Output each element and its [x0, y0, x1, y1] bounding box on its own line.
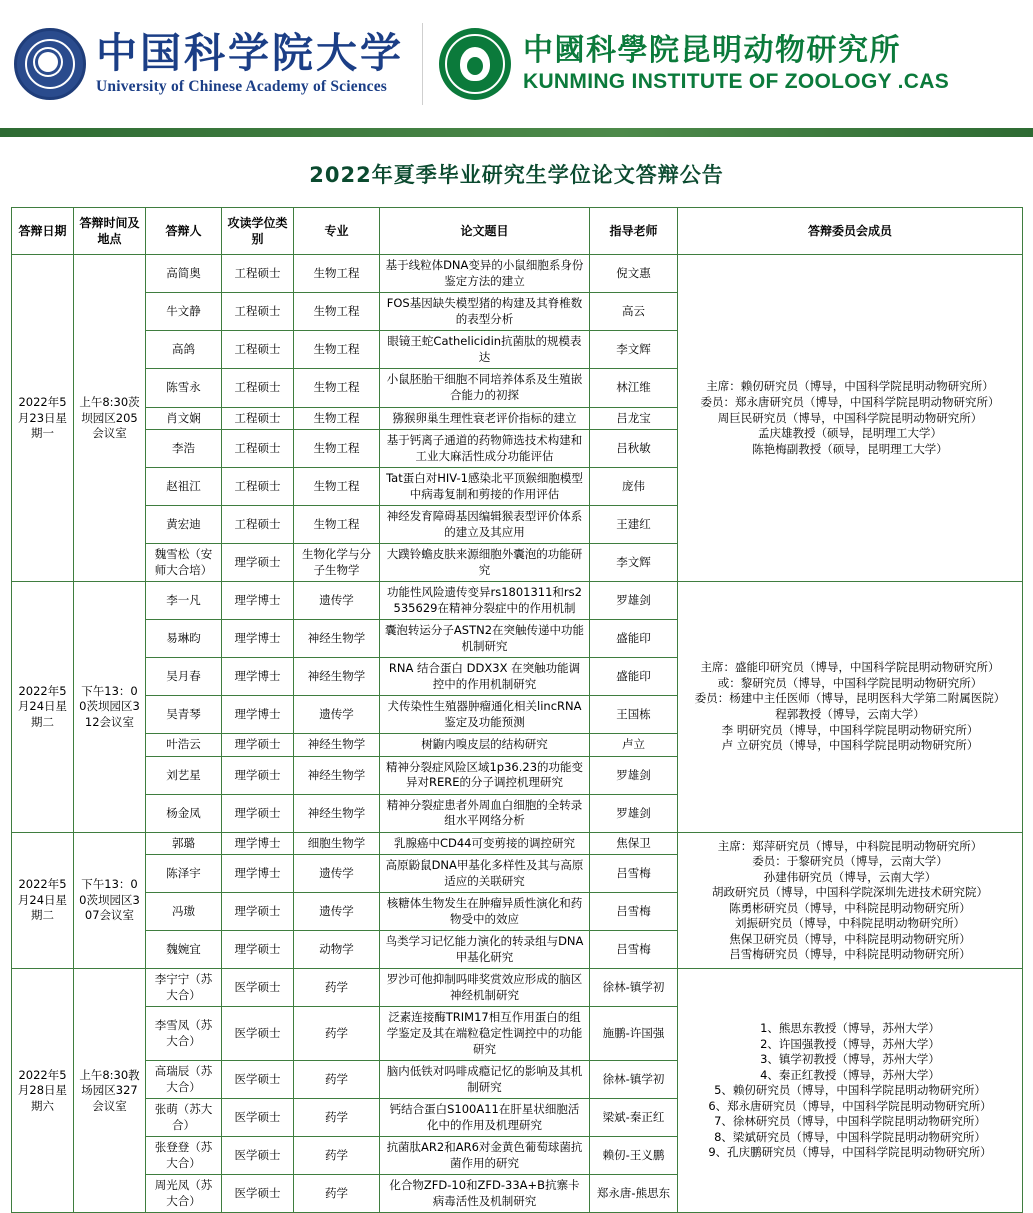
cell-degree-type: 医学硕士 — [222, 1175, 294, 1213]
cell-candidate-name: 张萌（苏大合） — [146, 1099, 222, 1137]
col-header-degree-type: 攻读学位类别 — [222, 208, 294, 255]
cell-advisor: 吕雪梅 — [590, 931, 678, 969]
cell-degree-type: 理学博士 — [222, 855, 294, 893]
cell-major: 遗传学 — [294, 696, 380, 734]
cell-advisor: 罗雄剑 — [590, 756, 678, 794]
cell-thesis-title: 化合物ZFD-10和ZFD-33A+B抗寨卡病毒活性及机制研究 — [380, 1175, 590, 1213]
cell-thesis-title: 鸟类学习记忆能力演化的转录组与DNA甲基化研究 — [380, 931, 590, 969]
cell-advisor: 高云 — [590, 293, 678, 331]
cell-advisor: 庞伟 — [590, 468, 678, 506]
cell-major: 生物工程 — [294, 506, 380, 544]
committee-member-line: 7、徐林研究员（博导，中国科学院昆明动物研究所） — [714, 1114, 986, 1129]
cell-major: 药学 — [294, 1061, 380, 1099]
cell-thesis-title: 小鼠胚胎干细胞不同培养体系及生殖嵌合能力的初探 — [380, 369, 590, 407]
cell-candidate-name: 魏雪松（安师大合培） — [146, 544, 222, 582]
cell-advisor: 盛能印 — [590, 620, 678, 658]
cell-candidate-name: 吴青琴 — [146, 696, 222, 734]
cell-degree-type: 理学硕士 — [222, 544, 294, 582]
cell-major: 遗传学 — [294, 855, 380, 893]
cell-degree-type: 医学硕士 — [222, 1061, 294, 1099]
cell-thesis-title: 猕猴卵巢生理性衰老评价指标的建立 — [380, 407, 590, 430]
ucas-logo-text — [96, 28, 404, 96]
cell-thesis-title: RNA 结合蛋白 DDX3X 在突触功能调控中的作用机制研究 — [380, 658, 590, 696]
cell-major: 生物工程 — [294, 468, 380, 506]
cell-major: 药学 — [294, 1099, 380, 1137]
cell-degree-type: 理学博士 — [222, 620, 294, 658]
cell-thesis-title: 神经发育障碍基因编辑猴表型评价体系的建立及其应用 — [380, 506, 590, 544]
cell-thesis-title: 罗沙可他抑制吗啡奖赏效应形成的脑区神经机制研究 — [380, 969, 590, 1007]
committee-member-line: 委员：于黎研究员（博导，云南大学） — [752, 854, 948, 869]
committee-member-line: 主席：盛能印研究员（博导，中国科学院昆明动物研究所） — [700, 660, 1000, 675]
cell-candidate-name: 冯璈 — [146, 893, 222, 931]
cell-candidate-name: 杨金凤 — [146, 794, 222, 832]
cell-thesis-title: 脑内低铁对吗啡成瘾记忆的影响及其机制研究 — [380, 1061, 590, 1099]
committee-member-line: 委员：杨建中主任医师（博导，昆明医科大学第二附属医院） — [694, 691, 1006, 706]
cell-major: 药学 — [294, 1137, 380, 1175]
ucas-seal-icon — [14, 28, 86, 100]
committee-member-line: 焦保卫研究员（博导，中科院昆明动物研究所） — [729, 931, 971, 946]
kiz-logo — [439, 28, 949, 100]
cell-advisor: 施鹏-许国强 — [590, 1007, 678, 1061]
cell-thesis-title: 核糖体生物发生在肿瘤异质性演化和药物受中的效应 — [380, 893, 590, 931]
committee-member-line: 胡政研究员（博导，中国科学院深圳先进技术研究院） — [712, 885, 988, 900]
cell-committee-members — [678, 255, 1023, 582]
cell-degree-type: 理学硕士 — [222, 893, 294, 931]
cell-major: 生物工程 — [294, 331, 380, 369]
cell-advisor: 吕雪梅 — [590, 855, 678, 893]
cell-committee-members — [678, 969, 1023, 1213]
table-header-row — [12, 208, 1023, 255]
cell-candidate-name: 陈泽宇 — [146, 855, 222, 893]
cell-thesis-title: 基于钙离子通道的药物筛选技术构建和工业大麻活性成分功能评估 — [380, 430, 590, 468]
cell-degree-type: 理学硕士 — [222, 931, 294, 969]
cell-candidate-name: 陈雪永 — [146, 369, 222, 407]
cell-candidate-name: 叶浩云 — [146, 734, 222, 757]
cell-advisor: 焦保卫 — [590, 832, 678, 855]
cell-thesis-title: 大蹼铃蟾皮肤来源细胞外囊泡的功能研究 — [380, 544, 590, 582]
cell-committee-members — [678, 582, 1023, 833]
cell-defense-time-place: 上午8:30教场园区327会议室 — [74, 969, 146, 1213]
cell-major: 细胞生物学 — [294, 832, 380, 855]
cell-advisor: 王建红 — [590, 506, 678, 544]
cell-thesis-title: 犬传染性生殖器肿瘤通化相关lincRNA鉴定及功能预测 — [380, 696, 590, 734]
header-rule-inner — [0, 128, 1033, 137]
cell-defense-date: 2022年5月24日星期二 — [12, 832, 74, 969]
cell-advisor: 吕秋敏 — [590, 430, 678, 468]
cell-major: 药学 — [294, 969, 380, 1007]
cell-thesis-title: 钙结合蛋白S100A11在肝星状细胞活化中的作用及机理研究 — [380, 1099, 590, 1137]
logo-divider — [422, 23, 423, 105]
cell-degree-type: 工程硕士 — [222, 506, 294, 544]
cell-degree-type: 工程硕士 — [222, 407, 294, 430]
page-title: 2022年夏季毕业研究生学位论文答辩公告 — [309, 163, 724, 187]
cell-thesis-title: 眼镜王蛇Cathelicidin抗菌肽的规模表达 — [380, 331, 590, 369]
committee-member-line: 6、郑永唐研究员（博导，中国科学院昆明动物研究所） — [708, 1098, 992, 1113]
ucas-logo — [14, 28, 404, 100]
cell-degree-type: 医学硕士 — [222, 1099, 294, 1137]
cell-thesis-title: 精神分裂症风险区域1p36.23的功能变异对RERE的分子调控机理研究 — [380, 756, 590, 794]
committee-member-line: 2、许国强教授（博导，苏州大学） — [760, 1036, 940, 1051]
col-header-major: 专业 — [294, 208, 380, 255]
table-head — [12, 208, 1023, 255]
cell-degree-type: 理学博士 — [222, 658, 294, 696]
committee-member-line: 委员：郑永唐研究员（博导，中国科学院昆明动物研究所） — [700, 394, 1000, 409]
committee-member-line: 8、梁斌研究员（博导，中国科学院昆明动物研究所） — [714, 1129, 986, 1144]
cell-candidate-name: 李一凡 — [146, 582, 222, 620]
cell-major: 生物工程 — [294, 293, 380, 331]
cell-major: 神经生物学 — [294, 756, 380, 794]
kiz-english-name: KUNMING INSTITUTE OF ZOOLOGY .CAS — [523, 70, 950, 93]
cell-candidate-name: 魏婉宜 — [146, 931, 222, 969]
cell-degree-type: 理学硕士 — [222, 756, 294, 794]
cell-defense-date: 2022年5月28日星期六 — [12, 969, 74, 1213]
cell-thesis-title: Tat蛋白对HIV-1感染北平顶猴细胞模型中病毒复制和剪接的作用评估 — [380, 468, 590, 506]
cell-defense-time-place: 下午13：00茨坝园区312会议室 — [74, 582, 146, 833]
cell-major: 生物化学与分子生物学 — [294, 544, 380, 582]
cell-major: 遗传学 — [294, 582, 380, 620]
committee-member-line: 4、秦正红教授（博导，苏州大学） — [760, 1067, 940, 1082]
cell-advisor: 郑永唐-熊思东 — [590, 1175, 678, 1213]
cell-advisor: 李文辉 — [590, 331, 678, 369]
cell-candidate-name: 吴月春 — [146, 658, 222, 696]
cell-defense-date: 2022年5月24日星期二 — [12, 582, 74, 833]
cell-candidate-name: 高鸽 — [146, 331, 222, 369]
committee-member-line: 陈勇彬研究员（博导，中科院昆明动物研究所） — [729, 900, 971, 915]
cell-major: 神经生物学 — [294, 658, 380, 696]
cell-thesis-title: 抗菌肽AR2和AR6对金黄色葡萄球菌抗菌作用的研究 — [380, 1137, 590, 1175]
table-row — [12, 582, 1023, 620]
committee-member-line: 程郭教授（博导，云南大学） — [775, 706, 925, 721]
table-row — [12, 969, 1023, 1007]
committee-member-line: 卢 立研究员（博导，中国科学院昆明动物研究所） — [721, 738, 979, 753]
cell-defense-date: 2022年5月23日星期一 — [12, 255, 74, 582]
cell-advisor: 徐林-镇学初 — [590, 969, 678, 1007]
cell-major: 生物工程 — [294, 407, 380, 430]
committee-member-line: 周巨民研究员（博导，中国科学院昆明动物研究所） — [717, 410, 983, 425]
cell-degree-type: 工程硕士 — [222, 331, 294, 369]
cell-thesis-title: 囊泡转运分子ASTN2在突触传递中功能机制研究 — [380, 620, 590, 658]
col-header-committee: 答辩委员会成员 — [678, 208, 1023, 255]
cell-defense-time-place: 下午13：00茨坝园区307会议室 — [74, 832, 146, 969]
cell-thesis-title: 功能性风险遗传变异rs1801311和rs2535629在精神分裂症中的作用机制 — [380, 582, 590, 620]
cell-degree-type: 医学硕士 — [222, 1007, 294, 1061]
cell-candidate-name: 高简奥 — [146, 255, 222, 293]
committee-member-line: 李 明研究员（博导，中国科学院昆明动物研究所） — [721, 722, 979, 737]
cell-defense-time-place: 上午8:30茨坝园区205会议室 — [74, 255, 146, 582]
committee-member-line: 孙建伟研究员（博导，云南大学） — [763, 869, 937, 884]
cell-degree-type: 医学硕士 — [222, 969, 294, 1007]
cell-degree-type: 工程硕士 — [222, 468, 294, 506]
cell-degree-type: 工程硕士 — [222, 255, 294, 293]
cell-candidate-name: 肖文娴 — [146, 407, 222, 430]
col-header-candidate: 答辩人 — [146, 208, 222, 255]
cell-thesis-title: 树鼩内嗅皮层的结构研究 — [380, 734, 590, 757]
cell-advisor: 吕雪梅 — [590, 893, 678, 931]
cell-advisor: 李文辉 — [590, 544, 678, 582]
cell-major: 药学 — [294, 1007, 380, 1061]
cell-major: 生物工程 — [294, 430, 380, 468]
cell-advisor: 吕龙宝 — [590, 407, 678, 430]
cell-candidate-name: 高瑞辰（苏大合） — [146, 1061, 222, 1099]
cell-candidate-name: 黄宏迪 — [146, 506, 222, 544]
cell-degree-type: 理学博士 — [222, 832, 294, 855]
cell-major: 遗传学 — [294, 893, 380, 931]
ucas-english-name: University of Chinese Academy of Sciences — [96, 78, 388, 96]
cell-candidate-name: 张登登（苏大合） — [146, 1137, 222, 1175]
col-header-time-place: 答辩时间及地点 — [74, 208, 146, 255]
kiz-monkey-seal-icon — [439, 28, 511, 100]
committee-member-line: 刘振研究员（博导，中科院昆明动物研究所） — [735, 916, 965, 931]
cell-candidate-name: 李宁宁（苏大合） — [146, 969, 222, 1007]
cell-degree-type: 工程硕士 — [222, 369, 294, 407]
committee-member-line: 或：黎研究员（博导，中国科学院昆明动物研究所） — [717, 675, 983, 690]
cell-thesis-title: 高原鼢鼠DNA甲基化多样性及其与高原适应的关联研究 — [380, 855, 590, 893]
cell-degree-type: 理学博士 — [222, 696, 294, 734]
committee-member-line: 9、孔庆鹏研究员（博导，中国科学院昆明动物研究所） — [708, 1145, 992, 1160]
cell-advisor: 王国栋 — [590, 696, 678, 734]
cell-major: 动物学 — [294, 931, 380, 969]
cell-advisor: 盛能印 — [590, 658, 678, 696]
cell-advisor: 罗雄剑 — [590, 794, 678, 832]
monkey-glyph-icon — [460, 47, 490, 81]
defense-schedule-table — [11, 207, 1023, 1213]
kiz-logo-text — [523, 34, 949, 94]
header-rule — [0, 128, 1033, 137]
cell-degree-type: 工程硕士 — [222, 293, 294, 331]
ucas-chinese-name: 中国科学院大学 — [96, 28, 404, 77]
cell-degree-type: 理学博士 — [222, 582, 294, 620]
cell-advisor: 罗雄剑 — [590, 582, 678, 620]
committee-member-line: 吕雪梅研究员（博导，中科院昆明动物研究所） — [729, 947, 971, 962]
cell-major: 神经生物学 — [294, 620, 380, 658]
cell-major: 神经生物学 — [294, 734, 380, 757]
cell-candidate-name: 刘艺星 — [146, 756, 222, 794]
col-header-advisor: 指导老师 — [590, 208, 678, 255]
table-body — [12, 255, 1023, 1213]
cell-candidate-name: 周光凤（苏大合） — [146, 1175, 222, 1213]
committee-member-line: 3、镇学初教授（博导，苏州大学） — [760, 1052, 940, 1067]
cell-degree-type: 医学硕士 — [222, 1137, 294, 1175]
cell-thesis-title: 精神分裂症患者外周血白细胞的全转录组水平网络分析 — [380, 794, 590, 832]
cell-advisor: 徐林-镇学初 — [590, 1061, 678, 1099]
cell-degree-type: 理学硕士 — [222, 734, 294, 757]
page-header — [0, 0, 1033, 122]
committee-member-line: 主席：郑萍研究员（博导，中科院昆明动物研究所） — [717, 838, 983, 853]
cell-advisor: 林江维 — [590, 369, 678, 407]
cell-major: 生物工程 — [294, 255, 380, 293]
cell-thesis-title: 乳腺癌中CD44可变剪接的调控研究 — [380, 832, 590, 855]
cell-degree-type: 理学硕士 — [222, 794, 294, 832]
cell-thesis-title: FOS基因缺失模型猪的构建及其脊椎数的表型分析 — [380, 293, 590, 331]
cell-candidate-name: 牛文静 — [146, 293, 222, 331]
cell-major: 药学 — [294, 1175, 380, 1213]
cell-advisor: 梁斌-秦正红 — [590, 1099, 678, 1137]
committee-member-line: 5、赖仞研究员（博导，中国科学院昆明动物研究所） — [714, 1083, 986, 1098]
cell-candidate-name: 赵祖江 — [146, 468, 222, 506]
kiz-chinese-name: 中國科學院昆明动物研究所 — [523, 33, 901, 68]
cell-major: 神经生物学 — [294, 794, 380, 832]
cell-thesis-title: 泛素连接酶TRIM17相互作用蛋白的组学鉴定及其在端粒稳定性调控中的功能研究 — [380, 1007, 590, 1061]
cell-advisor: 卢立 — [590, 734, 678, 757]
cell-major: 生物工程 — [294, 369, 380, 407]
cell-candidate-name: 易琳昀 — [146, 620, 222, 658]
cell-candidate-name: 李雪凤（苏大合） — [146, 1007, 222, 1061]
cell-candidate-name: 郭璐 — [146, 832, 222, 855]
col-header-date: 答辩日期 — [12, 208, 74, 255]
table-row — [12, 255, 1023, 293]
table-row — [12, 832, 1023, 855]
cell-thesis-title: 基于线粒体DNA变异的小鼠细胞系身份鉴定方法的建立 — [380, 255, 590, 293]
committee-member-line: 主席：赖仞研究员（博导，中国科学院昆明动物研究所） — [706, 379, 994, 394]
cell-degree-type: 工程硕士 — [222, 430, 294, 468]
committee-member-line: 孟庆雄教授（硕导，昆明理工大学） — [758, 426, 942, 441]
cell-candidate-name: 李浩 — [146, 430, 222, 468]
committee-member-line: 1、熊思东教授（博导，苏州大学） — [760, 1020, 940, 1035]
col-header-thesis-title: 论文题目 — [380, 208, 590, 255]
cell-committee-members — [678, 832, 1023, 969]
cell-advisor: 赖仞-王义鹏 — [590, 1137, 678, 1175]
cell-advisor: 倪文惠 — [590, 255, 678, 293]
committee-member-line: 陈艳梅副教授（硕导，昆明理工大学） — [752, 441, 948, 456]
